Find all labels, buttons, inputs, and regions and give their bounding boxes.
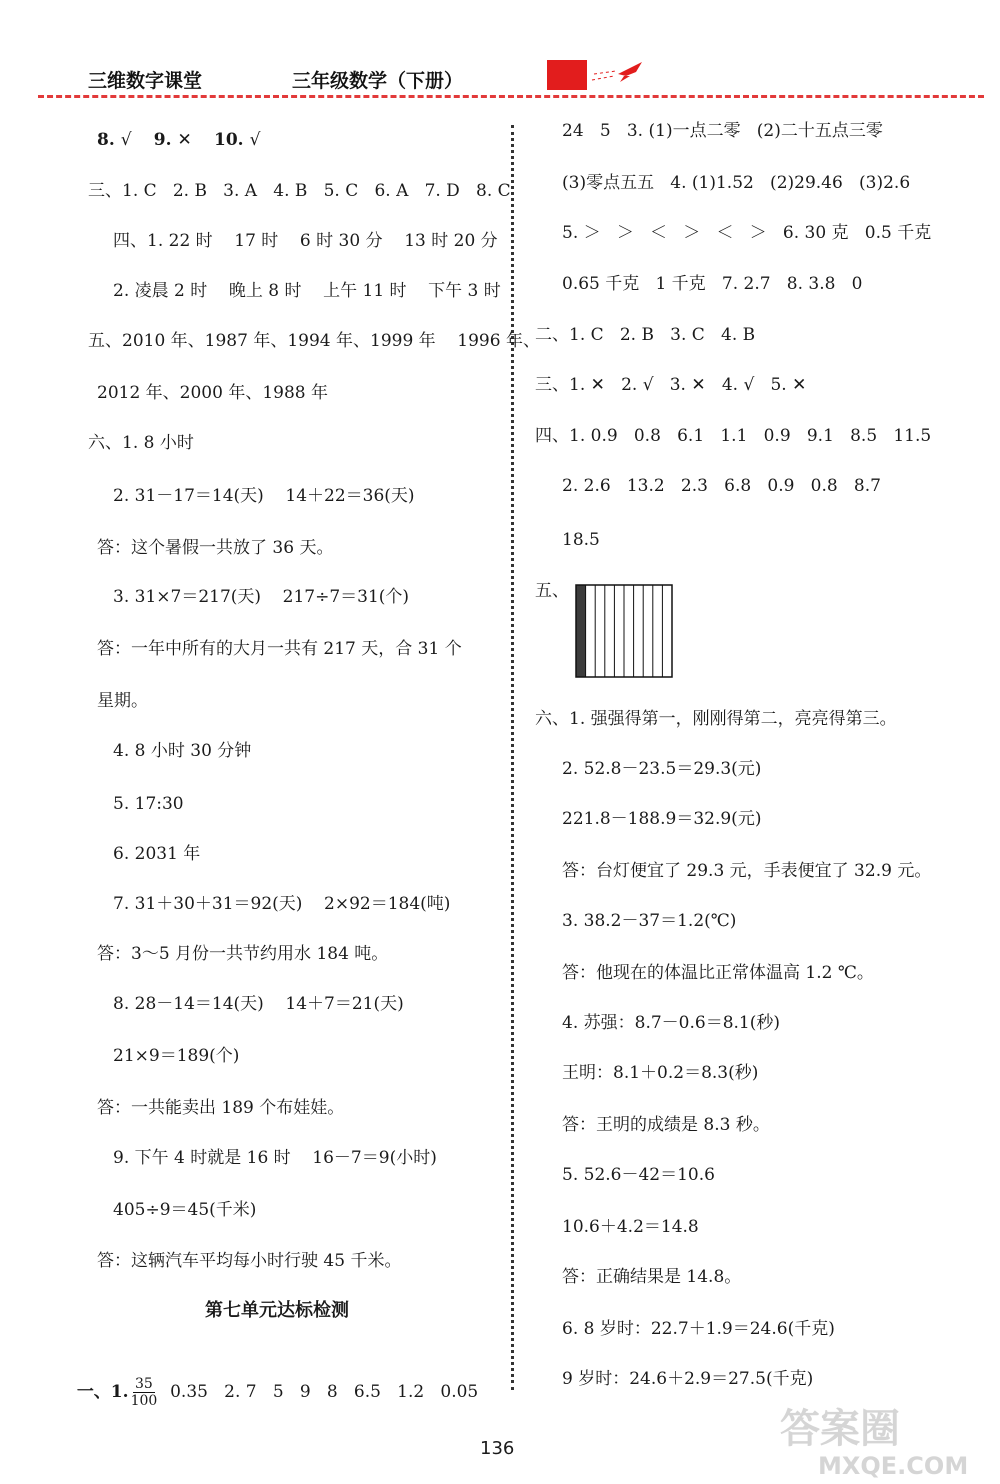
answer-line-left: 4. 8 小时 30 分钟	[113, 741, 252, 761]
answer-line-left: 405÷9＝45(千米)	[113, 1200, 257, 1220]
answer-line-right: (3)零点五五 4. (1)1.52 (2)29.46 (3)2.6	[562, 173, 911, 193]
watermark-text-1: 答案圈	[780, 1406, 900, 1452]
answer-line-left: 5. 17:30	[113, 794, 184, 814]
answer-mark: √	[120, 130, 148, 150]
fraction	[131, 1376, 158, 1409]
answer-mark: ✕	[177, 130, 209, 150]
answer-line-right: 6. 8 岁时：22.7＋1.9＝24.6(千克)	[562, 1319, 835, 1339]
answer-line-right: 六、1. 强强得第一，刚刚得第二，亮亮得第三。	[535, 709, 897, 729]
answer-line-left	[97, 129, 266, 151]
answer-line-left: 7. 31＋30＋31＝92(天) 2×92＝184(吨)	[113, 894, 451, 914]
answer-line-right: 三、1. ✕ 2. √ 3. ✕ 4. √ 5. ✕	[535, 375, 807, 395]
answer-line-right: 5. 52.6－42＝10.6	[562, 1165, 715, 1185]
answer-label: 9.	[153, 130, 172, 150]
answer-line-left: 星期。	[97, 691, 148, 711]
answer-line-right: 0.65 千克 1 千克 7. 2.7 8. 3.8 0	[562, 274, 863, 294]
grid-columns	[586, 585, 663, 677]
answer-line-right: 221.8－188.9＝32.9(元)	[562, 809, 762, 829]
header-red-block	[547, 60, 587, 90]
answer-line-left: 2. 凌晨 2 时 晚上 8 时 上午 11 时 下午 3 时	[113, 281, 501, 301]
answer-rest: 0.35 2. 7 5 9 8 6.5 1.2 0.05	[159, 1382, 479, 1402]
answer-line-left: 答：3～5 月份一共节约用水 184 吨。	[97, 944, 389, 964]
answer-line-right: 答：他现在的体温比正常体温高 1.2 ℃。	[562, 963, 874, 983]
answer-line-right: 二、1. C 2. B 3. C 4. B	[535, 325, 756, 345]
answer-line-left: 答：这辆汽车平均每小时行驶 45 千米。	[97, 1251, 402, 1271]
answer-line-right: 答：正确结果是 14.8。	[562, 1267, 742, 1287]
answer-line-left: 答：一共能卖出 189 个布娃娃。	[97, 1098, 345, 1118]
answer-label: 8.	[97, 130, 115, 150]
answer-line-left: 五、2010 年、1987 年、1994 年、1999 年 1996 年、	[88, 331, 540, 351]
answer-line-right: 4. 苏强：8.7－0.6＝8.1(秒)	[562, 1013, 780, 1033]
fraction-numerator: 35	[135, 1376, 153, 1392]
answer-line-right: 2. 2.6 13.2 2.3 6.8 0.9 0.8 8.7	[562, 476, 881, 496]
answer-line-left: 3. 31×7＝217(天) 217÷7＝31(个)	[113, 587, 410, 607]
decimal-grid-figure	[575, 584, 673, 678]
answer-line-right: 答：王明的成绩是 8.3 秒。	[562, 1115, 770, 1135]
watermark-logo	[770, 1398, 985, 1480]
header-series: 三维数字课堂	[88, 70, 203, 92]
answer-line-last-left	[66, 1354, 478, 1409]
answer-line-left: 四、1. 22 时 17 时 6 时 30 分 13 时 20 分	[113, 231, 498, 251]
rocket-icon	[590, 56, 650, 86]
section-title: 第七单元达标检测	[205, 1300, 349, 1321]
answer-line-left: 2012 年、2000 年、1988 年	[97, 383, 329, 403]
answer-line-right: 10.6＋4.2＝14.8	[562, 1217, 699, 1237]
header-book: 三年级数学（下册）	[292, 70, 464, 92]
fraction-denominator: 100	[130, 1393, 158, 1409]
answer-line-left: 2. 31－17＝14(天) 14＋22＝36(天)	[113, 486, 415, 506]
answer-line-left: 三、1. C 2. B 3. A 4. B 5. C 6. A 7. D 8. C	[88, 181, 511, 201]
answer-prefix: 一、1.	[76, 1382, 129, 1402]
answer-line-right: 3. 38.2－37＝1.2(℃)	[562, 911, 737, 931]
answer-label: 10.	[214, 130, 244, 150]
answer-line-right: 四、1. 0.9 0.8 6.1 1.1 0.9 9.1 8.5 11.5	[535, 426, 932, 446]
answer-line-right: 五、	[535, 581, 569, 601]
answer-line-left: 8. 28－14＝14(天) 14＋7＝21(天)	[113, 994, 404, 1014]
watermark-text-2: MXQE.COM	[818, 1452, 969, 1480]
page-number: 136	[480, 1438, 515, 1459]
answer-line-right: 9 岁时：24.6＋2.9＝27.5(千克)	[562, 1369, 814, 1389]
answer-line-right: 王明：8.1＋0.2＝8.3(秒)	[562, 1063, 759, 1083]
answer-line-right: 5. ＞ ＞ ＜ ＞ ＜ ＞ 6. 30 克 0.5 千克	[562, 223, 932, 243]
answer-line-right: 2. 52.8－23.5＝29.3(元)	[562, 759, 762, 779]
answer-line-left: 答：这个暑假一共放了 36 天。	[97, 538, 334, 558]
answer-mark: √	[249, 130, 261, 150]
answer-line-left: 21×9＝189(个)	[113, 1046, 240, 1066]
answer-line-left: 答：一年中所有的大月一共有 217 天，合 31 个	[97, 639, 462, 659]
answer-line-right: 答：台灯便宜了 29.3 元，手表便宜了 32.9 元。	[562, 861, 932, 881]
answer-line-left: 6. 2031 年	[113, 844, 201, 864]
answer-line-left: 六、1. 8 小时	[88, 433, 194, 453]
answer-line-left: 9. 下午 4 时就是 16 时 16－7＝9(小时)	[113, 1148, 437, 1168]
shaded-column	[576, 585, 586, 677]
answer-line-right: 24 5 3. (1)一点二零 (2)二十五点三零	[562, 121, 883, 141]
answer-line-right: 18.5	[562, 530, 600, 550]
column-divider	[511, 125, 514, 1390]
header-divider	[38, 95, 984, 98]
